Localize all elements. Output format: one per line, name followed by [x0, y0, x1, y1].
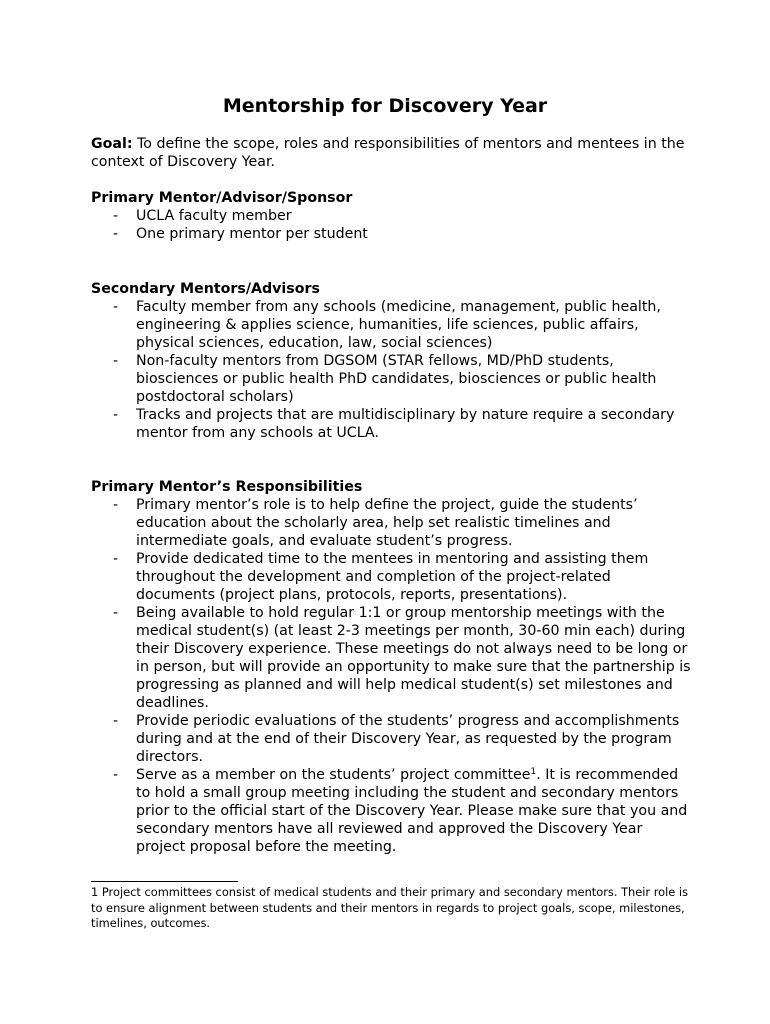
- page-title: Mentorship for Discovery Year: [222, 95, 548, 117]
- bullet-dash: -: [113, 353, 119, 369]
- footnote-text: Project committees consist of medical students and their primary and secondary mentors. Their role is to ensure alignment between students and their mentors in regards to project goals, scope, milestones, timelines, outcomes.: [91, 885, 689, 930]
- bullet-dash: -: [113, 605, 119, 621]
- secondary-mentors-section: [91, 280, 691, 442]
- list-item-text: Tracks and projects that are multidisciplinary by nature require a secondary mentor from any schools at UCLA.: [136, 407, 675, 441]
- list-item: [91, 766, 691, 856]
- goal-paragraph: [91, 135, 691, 171]
- list-item-text-after: . It is recommended to hold a small group meeting including the student and secondary mentors prior to the official start of the Discovery Year. Please make sure that you and secondary mentors have all reviewed and approved the Discovery Year project proposal before the meeting.: [136, 767, 688, 855]
- list-item: [91, 298, 691, 352]
- secondary-mentors-list: [91, 298, 691, 442]
- responsibilities-section: [91, 478, 691, 856]
- footnote-ref[interactable]: 1: [530, 767, 537, 777]
- list-item: [91, 550, 691, 604]
- primary-mentor-section: [91, 189, 691, 243]
- bullet-dash: -: [113, 407, 119, 423]
- bullet-dash: -: [113, 226, 119, 242]
- list-item-text: Provide dedicated time to the mentees in mentoring and assisting them throughout the development and completion of the project-related documents (project plans, protocols, reports, presentations).: [136, 551, 649, 603]
- footnote-divider: [91, 881, 238, 882]
- responsibilities-list: [91, 496, 691, 856]
- list-item-text-before: Serve as a member on the students’ project committee: [136, 767, 531, 783]
- footnote: [91, 885, 691, 932]
- goal-label: Goal:: [91, 136, 133, 152]
- list-item-text: Primary mentor’s role is to help define the project, guide the students’ education about the scholarly area, help set realistic timelines and intermediate goals, and evaluate student’s progress.: [136, 497, 638, 549]
- list-item-text: Provide periodic evaluations of the students’ progress and accomplishments during and at the end of their Discovery Year, as requested by the program directors.: [136, 713, 680, 765]
- primary-mentor-heading: Primary Mentor/Advisor/Sponsor: [91, 190, 353, 206]
- list-item: [91, 225, 691, 243]
- bullet-dash: -: [113, 208, 119, 224]
- primary-mentor-list: [91, 207, 691, 243]
- list-item-text: UCLA faculty member: [136, 208, 292, 224]
- list-item-text: Being available to hold regular 1:1 or group mentorship meetings with the medical student(s) (at least 2-3 meetings per month, 30-60 min each) during their Discovery experience. These meetings do not always need to be long or in person, but will provide an opportunity to make sure that the partnership is progressing as planned and will help medical student(s) set milestones and deadlines.: [136, 605, 691, 711]
- list-item: [91, 406, 691, 442]
- bullet-dash: -: [113, 497, 119, 513]
- list-item: [91, 604, 691, 712]
- list-item: [91, 352, 691, 406]
- footnote-number: 1: [91, 885, 99, 899]
- bullet-dash: -: [113, 299, 119, 315]
- bullet-dash: -: [113, 767, 119, 783]
- list-item-text: One primary mentor per student: [136, 226, 368, 242]
- bullet-dash: -: [113, 713, 119, 729]
- list-item-text: Faculty member from any schools (medicine, management, public health, engineering & applies science, humanities, life sciences, public affairs, physical sciences, education, law, social sciences): [136, 299, 661, 351]
- responsibilities-heading: Primary Mentor’s Responsibilities: [91, 479, 363, 495]
- bullet-dash: -: [113, 551, 119, 567]
- list-item: [91, 207, 691, 225]
- list-item: [91, 712, 691, 766]
- secondary-mentors-heading: Secondary Mentors/Advisors: [91, 281, 320, 297]
- list-item-text: Non-faculty mentors from DGSOM (STAR fellows, MD/PhD students, biosciences or public health PhD candidates, biosciences or public health postdoctoral scholars): [136, 353, 657, 405]
- goal-text: To define the scope, roles and responsibilities of mentors and mentees in the context of Discovery Year.: [91, 136, 685, 170]
- list-item: [91, 496, 691, 550]
